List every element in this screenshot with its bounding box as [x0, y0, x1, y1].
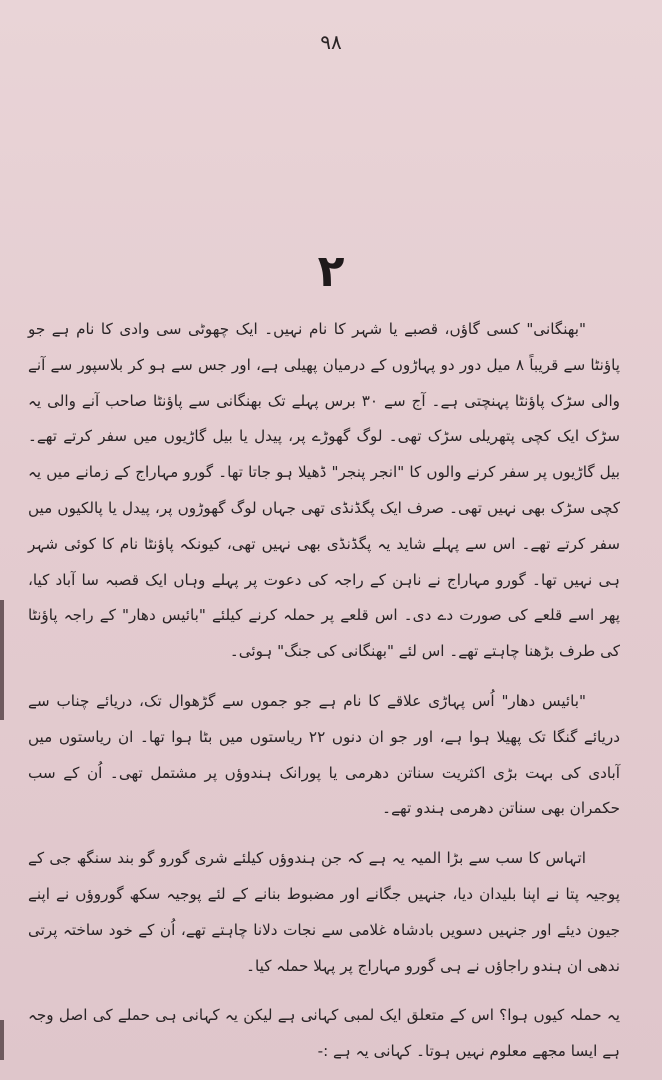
body-text: [28, 312, 620, 1070]
paragraph-story-intro: یہ حملہ کیوں ہوا؟ اس کے متعلق ایک لمبی کہانی ہے لیکن یہ کہانی ہی حملے کی اصل وجہ ہے ایسا مجھے معلوم نہیں ہوتا۔ کہانی یہ ہے :-: [28, 1006, 620, 1061]
paragraph-bhangani: "بھنگانی" کسی گاؤں، قصبے یا شہر کا نام نہیں۔ ایک چھوٹی سی وادی کا نام ہے جو پاؤنٹا سے قریباً ۸ میل دور دو پہاڑوں کے درمیان پھیلی ہے، اور جس سے ہو کر بلاسپور سے آنے والی سڑک پاؤنٹا پہنچتی ہے۔ آج سے ۳۰ برس پہلے تک بھنگانی سے پاؤنٹا صاحب آنے والی یہ سڑک ایک کچی پتھریلی سڑک تھی۔ لوگ گھوڑے پر، پیدل یا بیل گاڑیوں میں سفر کرتے تھے۔ بیل گاڑیوں پر سفر کرنے والوں کا "انجر پنجر" ڈھیلا ہو جاتا تھا۔ گورو مہاراج کے زمانے میں یہ کچی سڑک بھی نہیں تھی۔ صرف ایک پگڈنڈی تھی جہاں لوگ گھوڑوں پر، پیدل یا پالکیوں میں سفر کرتے تھے۔ اس سے پہلے شاید یہ پگڈنڈی بھی نہیں تھی، کیونکہ پاؤنٹا نام کا کوئی شہر ہی نہیں تھا۔ گورو مہاراج نے ناہن کے راجہ کی دعوت پر پہلے وہاں ایک قصبہ سا آباد کیا، پھر اسے قلعے کی صورت دے دی۔ اس قلعے پر حملہ کرنے کیلئے "بائیس دھار" کے راجہ پاؤنٹا کی طرف بڑھنا چاہتے تھے۔ اس لئے "بھنگانی کی جنگ" ہوئی۔: [28, 320, 621, 661]
chapter-number: ۲: [317, 246, 345, 297]
paragraph-bais-dhar: "بائیس دھار" اُس پہاڑی علاقے کا نام ہے جو جموں سے گڑھوال تک، دریائے چناب سے دریائے گنگا تک پھیلا ہوا ہے، اور جو ان دنوں ۲۲ ریاستوں میں بٹا ہوا تھا۔ ان ریاستوں میں آبادی کی بہت بڑی اکثریت سناتن دھرمی یا پورانک ہندوؤں پر مشتمل تھی۔ اُن کے سب حکمران بھی سناتن دھرمی ہندو تھے۔: [28, 691, 621, 818]
page-edge-mark: [0, 1020, 4, 1060]
page-edge-mark: [0, 600, 4, 720]
paragraph-tragedy: اتہاس کا سب سے بڑا المیہ یہ ہے کہ جن ہندوؤں کیلئے شری گورو گو بند سنگھ جی کے پوجیہ پتا نے اپنا بلیدان دیا، جنہیں جگانے اور مضبوط بنانے کے لئے پوجیہ سکھ گوروؤں نے اپنے جیون دیئے اور جنہیں دسویں بادشاہ غلامی سے نجات دلانا چاہتے تھے، اُن کے خود ساختہ پرتی ندھی ان ہندو راجاؤں نے ہی گورو مہاراج پر پہلا حملہ کیا۔: [28, 849, 620, 975]
page-number: ۹۸: [320, 30, 342, 54]
